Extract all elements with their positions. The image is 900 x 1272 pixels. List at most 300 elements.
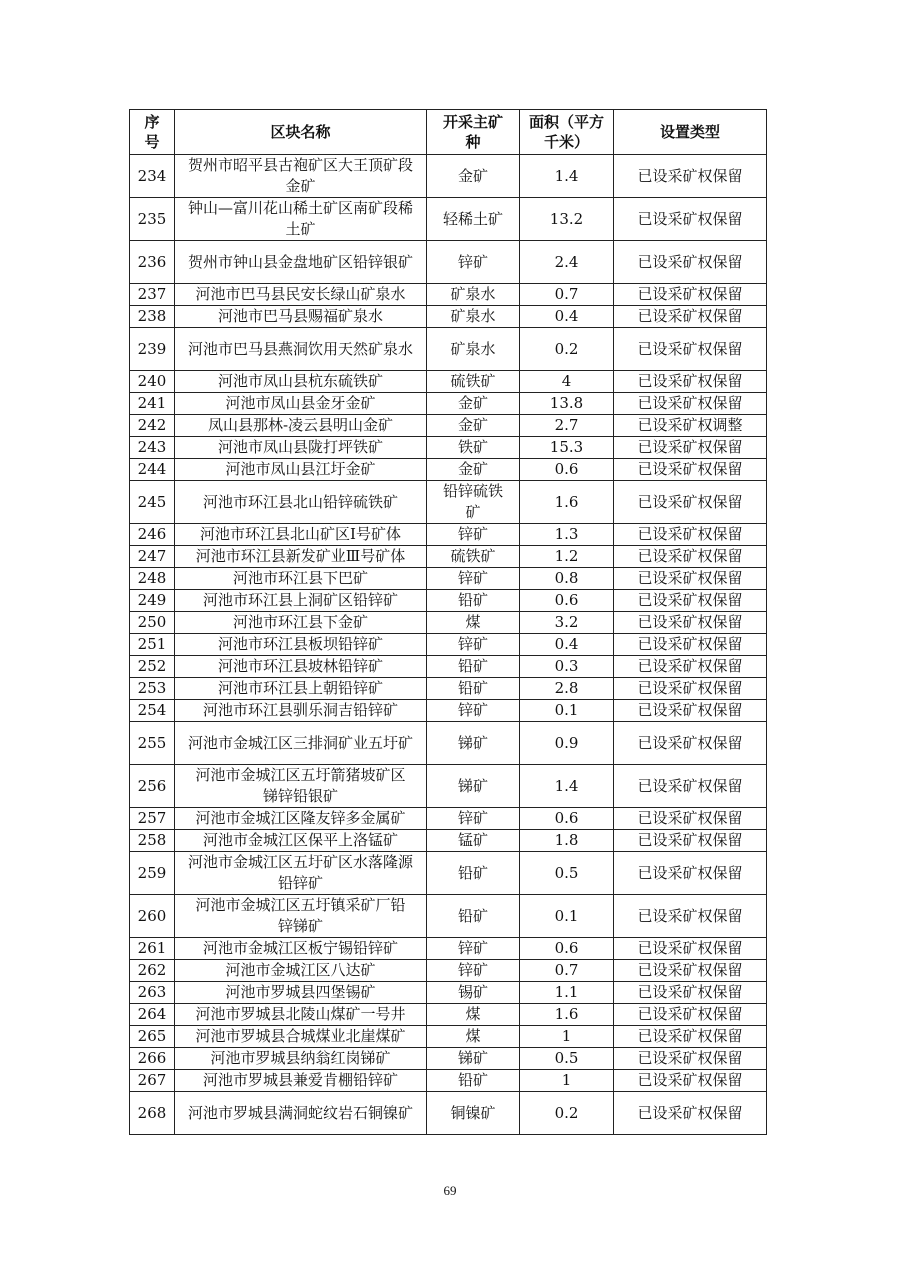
cell-no xyxy=(130,1026,175,1048)
cell-no xyxy=(130,198,175,241)
table-row xyxy=(130,678,767,700)
cell-area-text: 3.2 xyxy=(554,613,579,631)
cell-name-text: 河池市金城江区三排洞矿业五圩矿 xyxy=(187,733,413,752)
cell-area-text: 0.4 xyxy=(554,635,579,653)
cell-mineral xyxy=(427,328,520,371)
table-row xyxy=(130,830,767,852)
cell-no xyxy=(130,546,175,568)
cell-no-text: 263 xyxy=(137,983,167,1001)
cell-mineral-text: 硫铁矿 xyxy=(450,547,496,565)
cell-no-text: 258 xyxy=(137,831,167,849)
table-row xyxy=(130,1026,767,1048)
cell-mineral xyxy=(427,960,520,982)
cell-name xyxy=(175,938,427,960)
cell-type xyxy=(614,656,767,678)
cell-area xyxy=(520,1048,614,1070)
cell-no xyxy=(130,1070,175,1092)
cell-mineral-text: 铅矿 xyxy=(457,863,488,882)
cell-area-text: 0.6 xyxy=(554,939,579,957)
cell-mineral-text: 锑矿 xyxy=(457,776,488,795)
cell-mineral xyxy=(427,634,520,656)
cell-no-text: 246 xyxy=(137,525,167,543)
cell-no-text: 235 xyxy=(137,209,167,228)
cell-type xyxy=(614,808,767,830)
cell-mineral xyxy=(427,198,520,241)
cell-name xyxy=(175,852,427,895)
cell-mineral-text: 锑矿 xyxy=(457,733,488,752)
table-row xyxy=(130,371,767,393)
header-area: 面积（平方千米） xyxy=(520,110,614,155)
cell-no-text: 254 xyxy=(137,701,167,719)
cell-no-text: 247 xyxy=(137,547,167,565)
cell-area-text: 1.1 xyxy=(554,983,579,1001)
cell-area xyxy=(520,1092,614,1135)
cell-type-text: 已设采矿权保留 xyxy=(637,525,743,543)
cell-mineral-text: 矿泉水 xyxy=(450,285,496,303)
cell-type xyxy=(614,284,767,306)
cell-area-text: 0.9 xyxy=(554,733,579,752)
cell-name xyxy=(175,415,427,437)
table-row xyxy=(130,852,767,895)
cell-area xyxy=(520,700,614,722)
cell-mineral xyxy=(427,722,520,765)
cell-mineral xyxy=(427,765,520,808)
cell-area xyxy=(520,284,614,306)
cell-name-text: 河池市环江县坡林铅锌矿 xyxy=(217,657,383,675)
cell-no xyxy=(130,568,175,590)
cell-mineral-text: 金矿 xyxy=(457,416,488,434)
cell-mineral xyxy=(427,459,520,481)
cell-mineral-text: 铅矿 xyxy=(457,1071,488,1089)
cell-name-text: 河池市罗城县兼爱肯棚铅锌矿 xyxy=(202,1071,398,1089)
cell-mineral xyxy=(427,808,520,830)
cell-mineral-text: 锌矿 xyxy=(457,701,488,719)
cell-type-text: 已设采矿权保留 xyxy=(637,863,743,882)
cell-type-text: 已设采矿权保留 xyxy=(637,679,743,697)
cell-type-text: 已设采矿权保留 xyxy=(637,906,743,925)
table-row xyxy=(130,328,767,371)
cell-mineral xyxy=(427,830,520,852)
cell-mineral-text: 铅矿 xyxy=(457,679,488,697)
cell-no-text: 239 xyxy=(137,339,167,358)
cell-mineral xyxy=(427,393,520,415)
cell-no-text: 249 xyxy=(137,591,167,609)
cell-area xyxy=(520,546,614,568)
cell-type xyxy=(614,198,767,241)
cell-no xyxy=(130,241,175,284)
cell-type-text: 已设采矿权保留 xyxy=(637,733,743,752)
cell-type xyxy=(614,393,767,415)
cell-name xyxy=(175,1070,427,1092)
cell-no xyxy=(130,612,175,634)
table-row xyxy=(130,198,767,241)
cell-type xyxy=(614,481,767,524)
cell-name-text: 河池市环江县板坝铅锌矿 xyxy=(217,635,383,653)
cell-no-text: 253 xyxy=(137,679,167,697)
table-row xyxy=(130,284,767,306)
table-row xyxy=(130,612,767,634)
cell-area xyxy=(520,1004,614,1026)
cell-type-text: 已设采矿权保留 xyxy=(637,591,743,609)
cell-mineral-text: 锌矿 xyxy=(457,569,488,587)
cell-type-text: 已设采矿权保留 xyxy=(637,701,743,719)
cell-mineral-text: 锰矿 xyxy=(457,831,488,849)
cell-type-text: 已设采矿权保留 xyxy=(637,166,743,185)
cell-no-text: 257 xyxy=(137,809,167,827)
cell-type xyxy=(614,241,767,284)
cell-type xyxy=(614,895,767,938)
cell-no-text: 237 xyxy=(137,285,167,303)
cell-mineral xyxy=(427,678,520,700)
cell-name xyxy=(175,830,427,852)
cell-no xyxy=(130,722,175,765)
cell-mineral xyxy=(427,306,520,328)
cell-no xyxy=(130,938,175,960)
cell-name-text: 河池市环江县上洞矿区铅锌矿 xyxy=(202,591,398,609)
table-row xyxy=(130,960,767,982)
cell-no-text: 251 xyxy=(137,635,167,653)
cell-name-text: 河池市罗城县四堡锡矿 xyxy=(225,983,376,1001)
cell-type xyxy=(614,830,767,852)
cell-no-text: 255 xyxy=(137,733,167,752)
cell-type-text: 已设采矿权保留 xyxy=(637,252,743,271)
cell-type xyxy=(614,328,767,371)
table-row xyxy=(130,765,767,808)
cell-name-text: 贺州市昭平县古袍矿区大王顶矿段金矿 xyxy=(187,156,413,195)
cell-area xyxy=(520,155,614,198)
cell-name xyxy=(175,437,427,459)
cell-area-text: 1.4 xyxy=(554,166,579,185)
cell-mineral xyxy=(427,700,520,722)
cell-name-text: 钟山—富川花山稀土矿区南矿段稀土矿 xyxy=(187,199,413,238)
cell-no xyxy=(130,830,175,852)
table-row xyxy=(130,938,767,960)
cell-type xyxy=(614,678,767,700)
cell-no-text: 267 xyxy=(137,1071,167,1089)
cell-type-text: 已设采矿权保留 xyxy=(637,983,743,1001)
cell-area xyxy=(520,960,614,982)
cell-type-text: 已设采矿权保留 xyxy=(637,1027,743,1045)
table-row xyxy=(130,568,767,590)
mining-block-table xyxy=(129,109,767,1135)
cell-no-text: 261 xyxy=(137,939,167,957)
cell-no-text: 236 xyxy=(137,252,167,271)
cell-area xyxy=(520,198,614,241)
cell-name xyxy=(175,678,427,700)
cell-area-text: 1.2 xyxy=(554,547,579,565)
cell-area-text: 0.3 xyxy=(554,657,579,675)
cell-name xyxy=(175,612,427,634)
cell-type xyxy=(614,1026,767,1048)
cell-area xyxy=(520,524,614,546)
cell-type xyxy=(614,1092,767,1135)
cell-type xyxy=(614,1070,767,1092)
cell-no-text: 244 xyxy=(137,460,167,478)
cell-type-text: 已设采矿权保留 xyxy=(637,939,743,957)
cell-mineral xyxy=(427,938,520,960)
cell-area xyxy=(520,415,614,437)
table-row xyxy=(130,546,767,568)
cell-name-text: 河池市环江县下巴矿 xyxy=(232,569,368,587)
cell-name-text: 凤山县那林-凌云县明山金矿 xyxy=(207,416,394,434)
cell-mineral xyxy=(427,568,520,590)
cell-type xyxy=(614,1004,767,1026)
cell-type-text: 已设采矿权保留 xyxy=(637,209,743,228)
cell-type-text: 已设采矿权保留 xyxy=(637,961,743,979)
table-header-row xyxy=(130,110,767,155)
cell-no xyxy=(130,960,175,982)
cell-mineral-text: 锌矿 xyxy=(457,939,488,957)
cell-area-text: 0.2 xyxy=(554,339,579,358)
cell-no-text: 250 xyxy=(137,613,167,631)
cell-mineral xyxy=(427,371,520,393)
cell-no-text: 252 xyxy=(137,657,167,675)
cell-type-text: 已设采矿权保留 xyxy=(637,613,743,631)
table-row xyxy=(130,1048,767,1070)
cell-name-text: 河池市金城江区隆友锌多金属矿 xyxy=(195,809,406,827)
cell-name-text: 河池市凤山县江圩金矿 xyxy=(225,460,376,478)
cell-no-text: 234 xyxy=(137,166,167,185)
cell-mineral-text: 煤 xyxy=(465,1005,481,1023)
cell-type xyxy=(614,371,767,393)
table-row xyxy=(130,634,767,656)
cell-type xyxy=(614,415,767,437)
cell-mineral xyxy=(427,590,520,612)
cell-name xyxy=(175,982,427,1004)
table-row xyxy=(130,1004,767,1026)
cell-name xyxy=(175,656,427,678)
cell-type-text: 已设采矿权调整 xyxy=(637,416,743,434)
cell-no xyxy=(130,284,175,306)
cell-no xyxy=(130,656,175,678)
cell-name xyxy=(175,1092,427,1135)
cell-area-text: 13.8 xyxy=(549,394,584,412)
cell-mineral-text: 锌矿 xyxy=(457,961,488,979)
cell-no xyxy=(130,371,175,393)
cell-type-text: 已设采矿权保留 xyxy=(637,776,743,795)
cell-area xyxy=(520,1070,614,1092)
cell-name xyxy=(175,960,427,982)
cell-name-text: 河池市巴马县赐福矿泉水 xyxy=(217,307,383,325)
cell-type-text: 已设采矿权保留 xyxy=(637,1005,743,1023)
table-row xyxy=(130,524,767,546)
cell-name xyxy=(175,722,427,765)
cell-area-text: 1.6 xyxy=(554,492,579,511)
table-row xyxy=(130,700,767,722)
cell-name-text: 河池市凤山县金牙金矿 xyxy=(225,394,376,412)
cell-mineral xyxy=(427,656,520,678)
cell-area-text: 1.6 xyxy=(554,1005,579,1023)
cell-mineral xyxy=(427,284,520,306)
cell-name-text: 河池市巴马县燕洞饮用天然矿泉水 xyxy=(187,339,413,358)
cell-type-text: 已设采矿权保留 xyxy=(637,372,743,390)
cell-name xyxy=(175,306,427,328)
cell-mineral-text: 金矿 xyxy=(457,166,488,185)
cell-area xyxy=(520,590,614,612)
cell-mineral-text: 煤 xyxy=(465,613,481,631)
cell-name-text: 河池市环江县驯乐洞吉铅锌矿 xyxy=(202,701,398,719)
cell-mineral-text: 硫铁矿 xyxy=(450,372,496,390)
cell-area xyxy=(520,634,614,656)
cell-name xyxy=(175,700,427,722)
cell-area-text: 1.3 xyxy=(554,525,579,543)
table-row xyxy=(130,590,767,612)
cell-type xyxy=(614,590,767,612)
cell-name xyxy=(175,481,427,524)
cell-type-text: 已设采矿权保留 xyxy=(637,569,743,587)
cell-area xyxy=(520,612,614,634)
cell-no-text: 256 xyxy=(137,776,167,795)
cell-type xyxy=(614,437,767,459)
cell-name-text: 河池市金城江区五圩矿区水落隆源铅锌矿 xyxy=(187,853,413,892)
cell-no xyxy=(130,328,175,371)
cell-area-text: 2.4 xyxy=(554,252,579,271)
cell-no-text: 242 xyxy=(137,416,167,434)
header-type: 设置类型 xyxy=(614,110,767,155)
cell-name xyxy=(175,459,427,481)
cell-name-text: 河池市环江县上朝铅锌矿 xyxy=(217,679,383,697)
cell-type xyxy=(614,700,767,722)
cell-name xyxy=(175,328,427,371)
cell-name xyxy=(175,524,427,546)
cell-name-text: 河池市环江县新发矿业Ⅲ号矿体 xyxy=(195,547,406,565)
cell-area-text: 0.6 xyxy=(554,591,579,609)
cell-no xyxy=(130,590,175,612)
cell-no xyxy=(130,765,175,808)
cell-area xyxy=(520,328,614,371)
cell-type xyxy=(614,459,767,481)
table-row xyxy=(130,241,767,284)
cell-name xyxy=(175,198,427,241)
cell-no-text: 266 xyxy=(137,1049,167,1067)
cell-area xyxy=(520,393,614,415)
table-body xyxy=(130,155,767,1135)
cell-mineral xyxy=(427,612,520,634)
cell-name-text: 河池市罗城县满洞蛇纹岩石铜镍矿 xyxy=(187,1103,413,1122)
cell-mineral xyxy=(427,1004,520,1026)
cell-no-text: 268 xyxy=(137,1103,167,1122)
cell-area xyxy=(520,459,614,481)
cell-type-text: 已设采矿权保留 xyxy=(637,1049,743,1067)
cell-type-text: 已设采矿权保留 xyxy=(637,547,743,565)
cell-mineral-text: 金矿 xyxy=(457,394,488,412)
cell-type-text: 已设采矿权保留 xyxy=(637,809,743,827)
cell-name-text: 河池市巴马县民安长绿山矿泉水 xyxy=(195,285,406,303)
cell-name-text: 河池市环江县北山矿区Ⅰ号矿体 xyxy=(200,525,401,543)
cell-mineral xyxy=(427,1070,520,1092)
cell-mineral-text: 煤 xyxy=(465,1027,481,1045)
cell-type xyxy=(614,1048,767,1070)
cell-area-text: 0.8 xyxy=(554,569,579,587)
table-row xyxy=(130,895,767,938)
cell-area-text: 0.1 xyxy=(554,701,579,719)
cell-area-text: 0.5 xyxy=(554,1049,579,1067)
cell-name xyxy=(175,284,427,306)
cell-area-text: 0.2 xyxy=(554,1103,579,1122)
cell-no xyxy=(130,808,175,830)
cell-area-text: 0.7 xyxy=(554,285,579,303)
cell-mineral-text: 铅锌硫铁矿 xyxy=(442,482,503,521)
cell-name xyxy=(175,1048,427,1070)
header-name: 区块名称 xyxy=(175,110,427,155)
cell-name-text: 河池市罗城县合城煤业北崖煤矿 xyxy=(195,1027,406,1045)
cell-area-text: 0.5 xyxy=(554,863,579,882)
cell-name xyxy=(175,895,427,938)
cell-type-text: 已设采矿权保留 xyxy=(637,307,743,325)
cell-mineral-text: 铜镍矿 xyxy=(450,1103,496,1122)
cell-type-text: 已设采矿权保留 xyxy=(637,339,743,358)
cell-type xyxy=(614,612,767,634)
cell-type xyxy=(614,524,767,546)
cell-area-text: 0.6 xyxy=(554,809,579,827)
cell-mineral xyxy=(427,1048,520,1070)
cell-type xyxy=(614,155,767,198)
cell-type-text: 已设采矿权保留 xyxy=(637,831,743,849)
cell-type-text: 已设采矿权保留 xyxy=(637,635,743,653)
cell-mineral xyxy=(427,546,520,568)
cell-area xyxy=(520,371,614,393)
cell-no xyxy=(130,524,175,546)
cell-name xyxy=(175,765,427,808)
cell-mineral-text: 锌矿 xyxy=(457,525,488,543)
cell-mineral xyxy=(427,982,520,1004)
cell-name xyxy=(175,393,427,415)
cell-type xyxy=(614,982,767,1004)
cell-type-text: 已设采矿权保留 xyxy=(637,492,743,511)
table-row xyxy=(130,437,767,459)
cell-area xyxy=(520,306,614,328)
header-no: 序号 xyxy=(130,110,175,155)
cell-area xyxy=(520,895,614,938)
cell-mineral xyxy=(427,895,520,938)
cell-type xyxy=(614,960,767,982)
cell-name-text: 河池市金城江区板宁锡铅锌矿 xyxy=(202,939,398,957)
table-row xyxy=(130,1092,767,1135)
cell-mineral xyxy=(427,524,520,546)
cell-area-text: 0.1 xyxy=(554,906,579,925)
cell-area-text: 1.4 xyxy=(554,776,579,795)
cell-name-text: 河池市金城江区五圩镇采矿厂铅锌锑矿 xyxy=(195,896,406,935)
cell-name-text: 河池市凤山县杭东硫铁矿 xyxy=(217,372,383,390)
cell-area xyxy=(520,938,614,960)
table-row xyxy=(130,155,767,198)
cell-mineral-text: 铅矿 xyxy=(457,906,488,925)
cell-no-text: 262 xyxy=(137,961,167,979)
cell-no xyxy=(130,155,175,198)
table-row xyxy=(130,982,767,1004)
cell-area xyxy=(520,765,614,808)
cell-no-text: 241 xyxy=(137,394,167,412)
cell-name-text: 河池市凤山县陇打坪铁矿 xyxy=(217,438,383,456)
cell-area-text: 0.4 xyxy=(554,307,579,325)
cell-no xyxy=(130,634,175,656)
cell-type xyxy=(614,852,767,895)
cell-type xyxy=(614,568,767,590)
cell-name xyxy=(175,546,427,568)
cell-area xyxy=(520,678,614,700)
cell-name xyxy=(175,241,427,284)
cell-name-text: 河池市环江县北山铅锌硫铁矿 xyxy=(202,492,398,511)
cell-area xyxy=(520,656,614,678)
cell-type-text: 已设采矿权保留 xyxy=(637,394,743,412)
cell-type xyxy=(614,546,767,568)
cell-name-text: 河池市环江县下金矿 xyxy=(232,613,368,631)
cell-type-text: 已设采矿权保留 xyxy=(637,1071,743,1089)
cell-type-text: 已设采矿权保留 xyxy=(637,1103,743,1122)
cell-no xyxy=(130,481,175,524)
cell-mineral xyxy=(427,1092,520,1135)
cell-mineral-text: 铅矿 xyxy=(457,657,488,675)
